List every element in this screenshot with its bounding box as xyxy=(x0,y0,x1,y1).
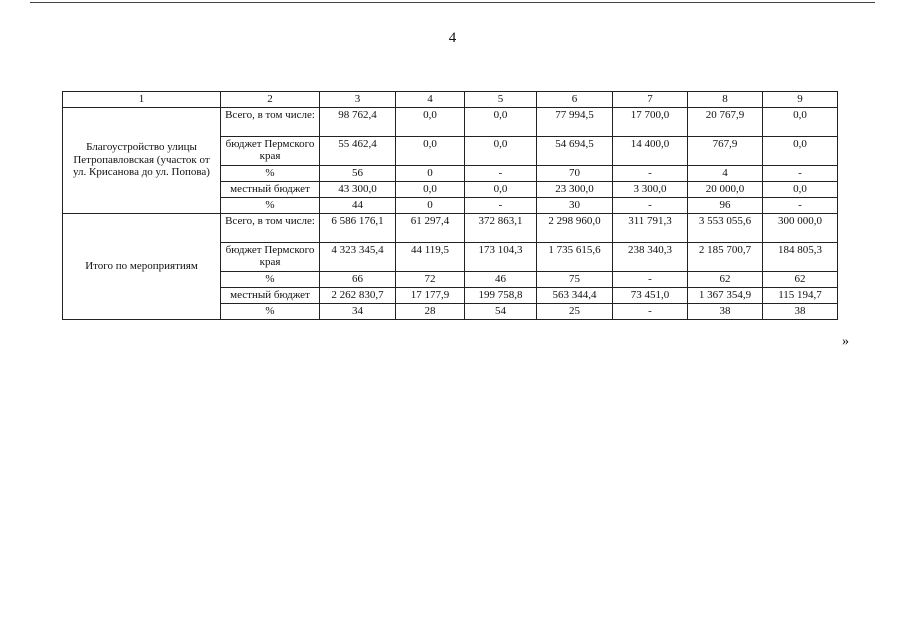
value-cell: 0,0 xyxy=(465,107,537,136)
value-cell: 6 586 176,1 xyxy=(320,213,396,242)
value-cell: 2 298 960,0 xyxy=(537,213,613,242)
table-row xyxy=(63,213,838,242)
value-cell: 46 xyxy=(465,271,537,287)
value-cell: 3 300,0 xyxy=(613,181,688,197)
value-cell: 0,0 xyxy=(763,136,838,165)
funding-type-cell: местный бюджет xyxy=(221,287,320,303)
header-cell: 7 xyxy=(613,92,688,108)
funding-type-cell: Всего, в том числе: xyxy=(221,107,320,136)
value-cell: 184 805,3 xyxy=(763,242,838,271)
value-cell: 115 194,7 xyxy=(763,287,838,303)
value-cell: 3 553 055,6 xyxy=(688,213,763,242)
value-cell: 44 xyxy=(320,197,396,213)
value-cell: 30 xyxy=(537,197,613,213)
value-cell: 563 344,4 xyxy=(537,287,613,303)
value-cell: 61 297,4 xyxy=(396,213,465,242)
header-cell: 8 xyxy=(688,92,763,108)
value-cell: 44 119,5 xyxy=(396,242,465,271)
value-cell: 28 xyxy=(396,303,465,319)
value-cell: 311 791,3 xyxy=(613,213,688,242)
closing-quote-mark: » xyxy=(842,334,849,349)
value-cell: 66 xyxy=(320,271,396,287)
value-cell: 0,0 xyxy=(465,136,537,165)
value-cell: 767,9 xyxy=(688,136,763,165)
value-cell: 20 767,9 xyxy=(688,107,763,136)
funding-type-cell: местный бюджет xyxy=(221,181,320,197)
page-number: 4 xyxy=(448,30,457,46)
value-cell: - xyxy=(613,303,688,319)
value-cell: 23 300,0 xyxy=(537,181,613,197)
value-cell: 62 xyxy=(763,271,838,287)
value-cell: 2 185 700,7 xyxy=(688,242,763,271)
value-cell: 96 xyxy=(688,197,763,213)
funding-type-cell: бюджет Пермского края xyxy=(221,242,320,271)
header-cell: 4 xyxy=(396,92,465,108)
header-cell: 1 xyxy=(63,92,221,108)
value-cell: 17 177,9 xyxy=(396,287,465,303)
value-cell: 43 300,0 xyxy=(320,181,396,197)
value-cell: 4 323 345,4 xyxy=(320,242,396,271)
funding-type-cell: % xyxy=(221,165,320,181)
value-cell: 14 400,0 xyxy=(613,136,688,165)
value-cell: 372 863,1 xyxy=(465,213,537,242)
value-cell: 77 994,5 xyxy=(537,107,613,136)
value-cell: - xyxy=(465,165,537,181)
top-border-line xyxy=(30,2,875,3)
value-cell: 70 xyxy=(537,165,613,181)
value-cell: 56 xyxy=(320,165,396,181)
value-cell: 0 xyxy=(396,197,465,213)
activity-label: Благоустройство улицы Петропавловская (участок от ул. Крисанова до ул. Попова) xyxy=(63,107,221,213)
funding-type-cell: Всего, в том числе: xyxy=(221,213,320,242)
value-cell: 34 xyxy=(320,303,396,319)
value-cell: - xyxy=(613,165,688,181)
funding-type-cell: % xyxy=(221,271,320,287)
header-cell: 3 xyxy=(320,92,396,108)
funding-type-cell: бюджет Пермского края xyxy=(221,136,320,165)
value-cell: 38 xyxy=(763,303,838,319)
value-cell: 75 xyxy=(537,271,613,287)
value-cell: 54 694,5 xyxy=(537,136,613,165)
activity-label: Итого по мероприятиям xyxy=(63,213,221,319)
value-cell: 300 000,0 xyxy=(763,213,838,242)
table-row xyxy=(63,107,838,136)
budget-table xyxy=(62,91,838,320)
value-cell: 199 758,8 xyxy=(465,287,537,303)
value-cell: 1 735 615,6 xyxy=(537,242,613,271)
value-cell: 238 340,3 xyxy=(613,242,688,271)
funding-type-cell: % xyxy=(221,197,320,213)
value-cell: 0 xyxy=(396,165,465,181)
header-cell: 6 xyxy=(537,92,613,108)
value-cell: 0,0 xyxy=(465,181,537,197)
value-cell: 1 367 354,9 xyxy=(688,287,763,303)
header-cell: 9 xyxy=(763,92,838,108)
value-cell: - xyxy=(763,197,838,213)
value-cell: 25 xyxy=(537,303,613,319)
value-cell: 0,0 xyxy=(763,107,838,136)
table-header-row xyxy=(63,92,838,108)
value-cell: - xyxy=(763,165,838,181)
value-cell: 173 104,3 xyxy=(465,242,537,271)
value-cell: 2 262 830,7 xyxy=(320,287,396,303)
value-cell: - xyxy=(465,197,537,213)
value-cell: 62 xyxy=(688,271,763,287)
value-cell: 38 xyxy=(688,303,763,319)
value-cell: 98 762,4 xyxy=(320,107,396,136)
value-cell: 0,0 xyxy=(396,181,465,197)
value-cell: 20 000,0 xyxy=(688,181,763,197)
header-cell: 5 xyxy=(465,92,537,108)
value-cell: 72 xyxy=(396,271,465,287)
value-cell: 54 xyxy=(465,303,537,319)
value-cell: 0,0 xyxy=(396,107,465,136)
value-cell: - xyxy=(613,197,688,213)
value-cell: 55 462,4 xyxy=(320,136,396,165)
funding-type-cell: % xyxy=(221,303,320,319)
value-cell: 0,0 xyxy=(763,181,838,197)
value-cell: 4 xyxy=(688,165,763,181)
value-cell: 17 700,0 xyxy=(613,107,688,136)
value-cell: - xyxy=(613,271,688,287)
value-cell: 0,0 xyxy=(396,136,465,165)
header-cell: 2 xyxy=(221,92,320,108)
value-cell: 73 451,0 xyxy=(613,287,688,303)
